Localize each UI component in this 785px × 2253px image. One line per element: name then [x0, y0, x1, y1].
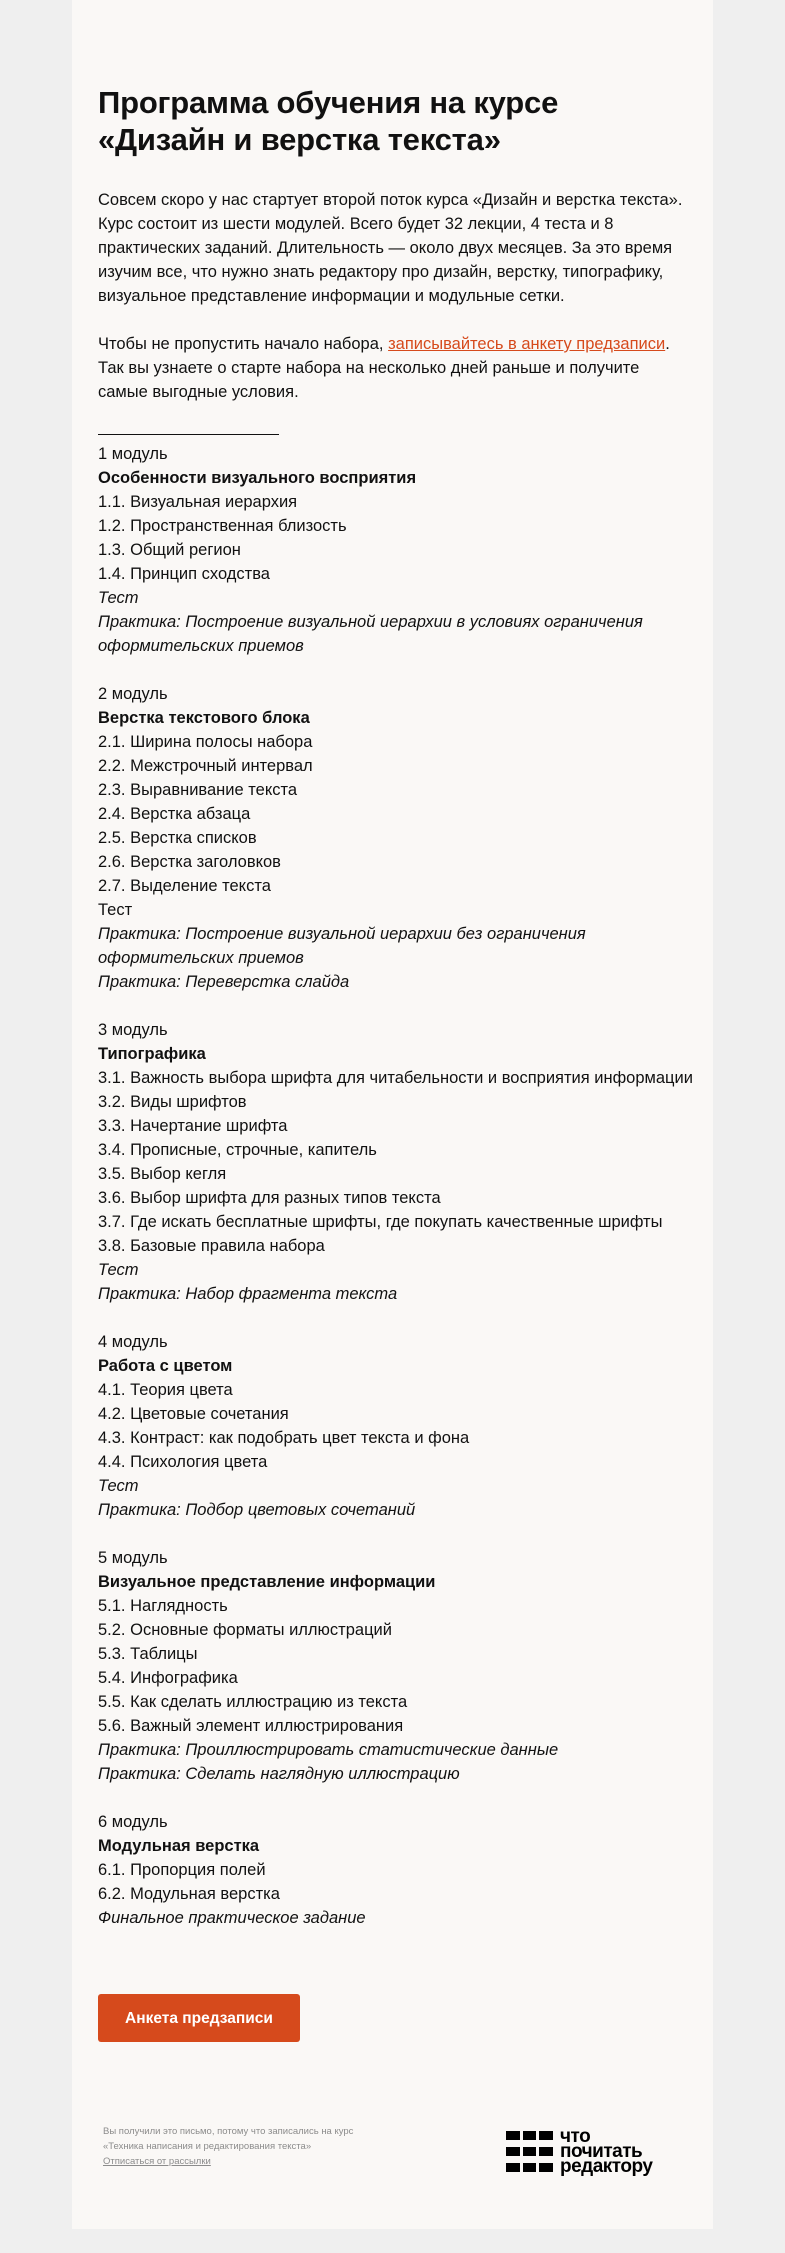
module-title: Визуальное представление информации [98, 1573, 436, 1591]
brand-logo-wordmark [560, 2125, 653, 2177]
page-title-line-2: «Дизайн и верстка текста» [98, 122, 501, 157]
module-assignment: Практика: Построение визуальной иерархии в условиях ограничения оформительских приемов [98, 613, 643, 655]
brand-logo-mark-icon [506, 2128, 553, 2175]
brand-logo-line-1: что [560, 2125, 591, 2147]
lesson-item: 5.4. Инфографика [98, 1669, 238, 1687]
footer-notice-line-2: «Техника написания и редактирования текста» [103, 2141, 312, 2152]
module-label: 6 модуль [98, 1813, 168, 1831]
lesson-item: 2.3. Выравнивание текста [98, 781, 298, 799]
module-title: Верстка текстового блока [98, 709, 310, 727]
lesson-item: 6.2. Модульная верстка [98, 1885, 280, 1903]
module-assignment: Практика: Переверстка слайда [98, 973, 350, 991]
brand-logo-line-2: почитать [560, 2140, 643, 2162]
module-assignment: Практика: Набор фрагмента текста [98, 1285, 398, 1303]
module-title: Работа с цветом [98, 1357, 233, 1375]
lesson-item: 5.5. Как сделать иллюстрацию из текста [98, 1693, 408, 1711]
brand-logo [506, 2125, 685, 2177]
module-label: 4 модуль [98, 1333, 168, 1351]
course-program [98, 442, 693, 1930]
footer-notice [103, 2124, 403, 2169]
lesson-item: 2.7. Выделение текста [98, 877, 271, 895]
footer-notice-line-1: Вы получили это письмо, потому что записались на курс [103, 2126, 354, 2137]
lesson-item: 5.3. Таблицы [98, 1645, 198, 1663]
lesson-item: 3.3. Начертание шрифта [98, 1117, 288, 1135]
module-title: Типографика [98, 1045, 206, 1063]
module-assignment: Практика: Сделать наглядную иллюстрацию [98, 1765, 460, 1783]
module-label: 2 модуль [98, 685, 168, 703]
preregistration-link[interactable]: записывайтесь в анкету предзаписи [388, 335, 666, 353]
module-label: 5 модуль [98, 1549, 168, 1567]
lesson-item: 4.2. Цветовые сочетания [98, 1405, 289, 1423]
module-block [98, 442, 688, 658]
module-assignment: Тест [98, 901, 133, 919]
module-block [98, 682, 688, 994]
module-block [98, 1330, 688, 1522]
module-label: 3 модуль [98, 1021, 168, 1039]
module-assignment: Финальное практическое задание [98, 1909, 366, 1927]
intro-paragraph: Совсем скоро у нас стартует второй поток курса «Дизайн и верстка текста». Курс состоит из шести модулей. Всего будет 32 лекции, 4 теста и 8 практических заданий. Длительность — около двух месяцев. За это время изучим все, что нужно знать редактору про дизайн, верстку, типографику, визуальное представление информации и модульные сетки. [98, 191, 683, 305]
lesson-item: 4.4. Психология цвета [98, 1453, 268, 1471]
section-divider [98, 434, 279, 435]
lesson-item: 5.1. Наглядность [98, 1597, 228, 1615]
lesson-item: 4.1. Теория цвета [98, 1381, 233, 1399]
page-title-line-1: Программа обучения на курсе [98, 85, 559, 120]
email-sheet [72, 0, 713, 2229]
module-title: Модульная верстка [98, 1837, 260, 1855]
lesson-item: 1.4. Принцип сходства [98, 565, 270, 583]
brand-logo-line-3: редактору [560, 2155, 653, 2177]
module-block [98, 1546, 688, 1786]
lesson-item: 3.8. Базовые правила набора [98, 1237, 325, 1255]
lesson-item: 1.3. Общий регион [98, 541, 241, 559]
module-assignment: Тест [98, 589, 139, 607]
lesson-item: 2.4. Верстка абзаца [98, 805, 251, 823]
email-content [98, 84, 693, 1930]
lesson-item: 3.6. Выбор шрифта для разных типов текста [98, 1189, 441, 1207]
preregistration-paragraph [98, 332, 688, 404]
lesson-item: 3.2. Виды шрифтов [98, 1093, 247, 1111]
lesson-item: 1.2. Пространственная близость [98, 517, 347, 535]
page-title [98, 84, 688, 158]
module-assignment: Практика: Построение визуальной иерархии без ограничения оформительских приемов [98, 925, 586, 967]
module-assignment: Тест [98, 1261, 139, 1279]
lesson-item: 5.2. Основные форматы иллюстраций [98, 1621, 392, 1639]
lesson-item: 6.1. Пропорция полей [98, 1861, 266, 1879]
lesson-item: 3.5. Выбор кегля [98, 1165, 227, 1183]
module-label: 1 модуль [98, 445, 168, 463]
lesson-item: 3.7. Где искать бесплатные шрифты, где покупать качественные шрифты [98, 1213, 663, 1231]
module-assignment: Практика: Проиллюстрировать статистические данные [98, 1741, 559, 1759]
preregistration-form-button[interactable]: Анкета предзаписи [98, 1994, 300, 2042]
module-block [98, 1018, 693, 1306]
lesson-item: 4.3. Контраст: как подобрать цвет текста и фона [98, 1429, 470, 1447]
unsubscribe-link[interactable]: Отписаться от рассылки [103, 2156, 211, 2167]
preregistration-text-before: Чтобы не пропустить начало набора, [98, 335, 389, 353]
lesson-item: 2.2. Межстрочный интервал [98, 757, 313, 775]
lesson-item: 3.1. Важность выбора шрифта для читабельности и восприятия информации [98, 1069, 693, 1087]
lesson-item: 3.4. Прописные, строчные, капитель [98, 1141, 377, 1159]
module-title: Особенности визуального восприятия [98, 469, 417, 487]
module-assignment: Тест [98, 1477, 139, 1495]
lesson-item: 2.1. Ширина полосы набора [98, 733, 313, 751]
module-assignment: Практика: Подбор цветовых сочетаний [98, 1501, 416, 1519]
lesson-item: 2.5. Верстка списков [98, 829, 257, 847]
preregistration-text-after: . Так вы узнаете о старте набора на несколько дней раньше и получите самые выгодные условия. [98, 335, 670, 401]
module-block [98, 1810, 688, 1930]
lesson-item: 1.1. Визуальная иерархия [98, 493, 298, 511]
lesson-item: 5.6. Важный элемент иллюстрирования [98, 1717, 404, 1735]
lesson-item: 2.6. Верстка заголовков [98, 853, 281, 871]
